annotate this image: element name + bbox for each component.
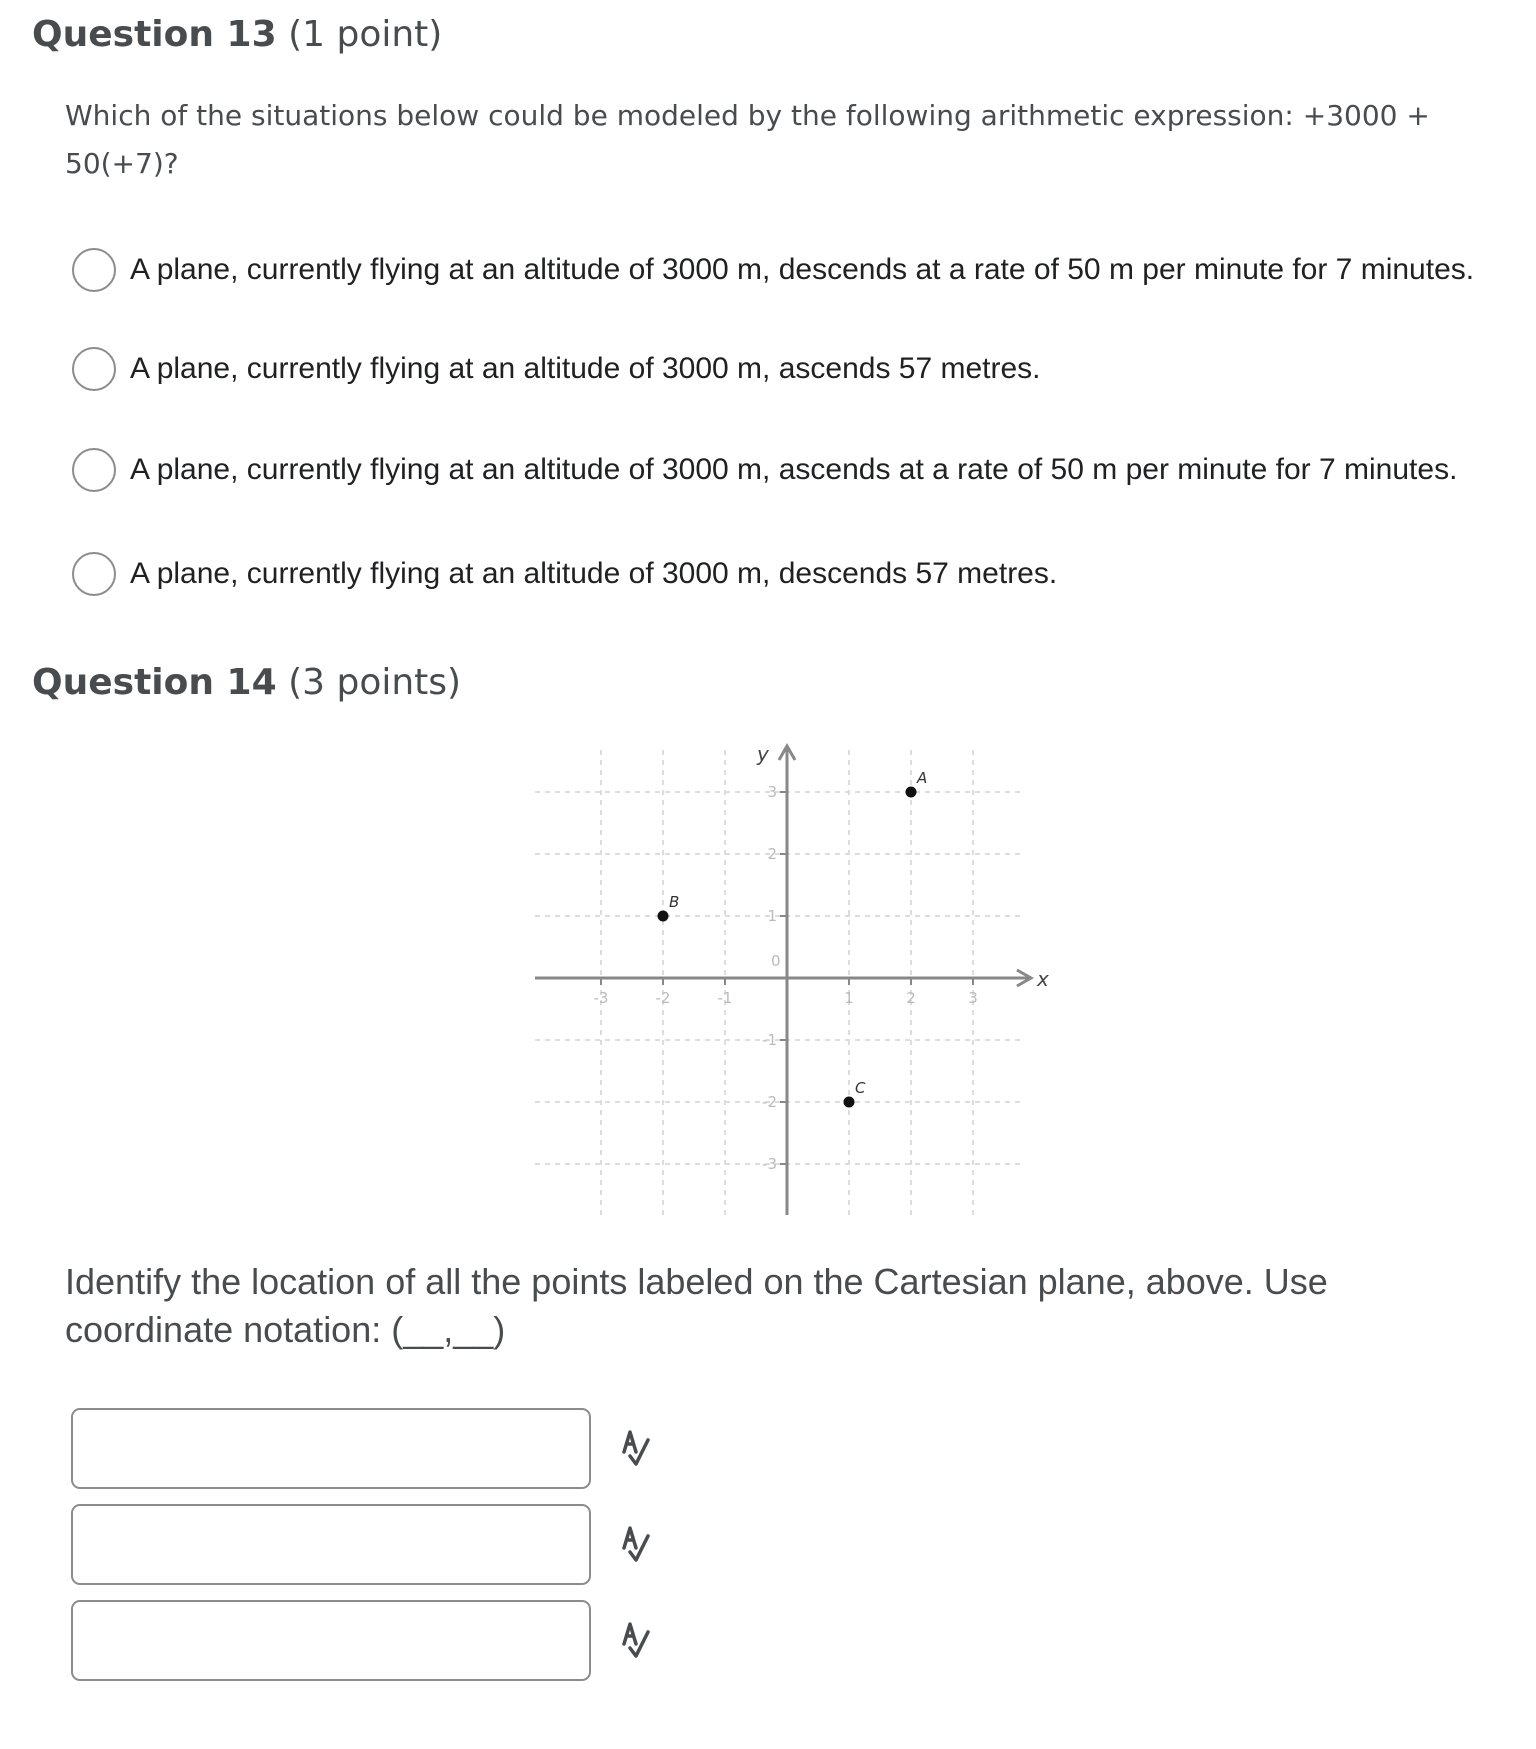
radio-button[interactable] [72, 552, 116, 596]
y-tick-label: 2 [767, 845, 777, 863]
question-14-prompt: Identify the location of all the points labeled on the Cartesian plane, above. Use coordinate notation: (__,__) [65, 1261, 1328, 1350]
y-tick-label: -1 [762, 1031, 777, 1049]
point-label-b: B [669, 893, 680, 911]
question-points: (3 points) [288, 662, 462, 703]
radio-button[interactable] [72, 448, 116, 492]
x-axis-label: x [1037, 967, 1049, 991]
question-14-title [32, 662, 461, 703]
answer-input-2[interactable] [71, 1504, 591, 1585]
option-2[interactable] [72, 347, 1492, 391]
option-3[interactable] [72, 448, 1492, 492]
spellcheck-icon[interactable] [620, 1620, 660, 1664]
y-axis-label: y [757, 742, 769, 766]
x-tick-label: -2 [655, 989, 671, 1007]
point-b [658, 911, 669, 922]
point-label-a: A [917, 769, 928, 787]
radio-button[interactable] [72, 347, 116, 391]
option-label: A plane, currently flying at an altitude of 3000 m, descends at a rate of 50 m per minute for 7 minutes. [130, 253, 1475, 286]
y-tick-label: -2 [762, 1093, 777, 1111]
option-label: A plane, currently flying at an altitude of 3000 m, ascends 57 metres. [130, 352, 1041, 385]
y-tick-label: 3 [767, 783, 777, 801]
spellcheck-icon[interactable] [620, 1524, 660, 1568]
question-number: Question 13 [32, 14, 277, 55]
cartesian-plane [525, 735, 1055, 1225]
question-number: Question 14 [32, 662, 277, 703]
x-tick-label: 1 [844, 989, 854, 1007]
origin-label: 0 [771, 952, 781, 970]
question-points: (1 point) [288, 14, 443, 55]
x-tick-label: -1 [717, 989, 733, 1007]
radio-button[interactable] [72, 248, 116, 292]
option-label: A plane, currently flying at an altitude of 3000 m, descends 57 metres. [130, 557, 1058, 590]
option-label: A plane, currently flying at an altitude of 3000 m, ascends at a rate of 50 m per minute for 7 minutes. [130, 453, 1458, 486]
answer-input-3[interactable] [71, 1600, 591, 1681]
question-13-title [32, 14, 442, 55]
question-13-text: Which of the situations below could be modeled by the following arithmetic expression: +3000 + 50(+7)? [65, 99, 1430, 180]
answer-input-1[interactable] [71, 1408, 591, 1489]
option-1[interactable] [72, 248, 1492, 292]
x-tick-label: 2 [906, 989, 916, 1007]
point-a [906, 787, 917, 798]
option-4[interactable] [72, 552, 1492, 596]
x-tick-label: 3 [968, 989, 978, 1007]
point-label-c: C [855, 1079, 866, 1097]
y-tick-label: -3 [762, 1155, 777, 1173]
spellcheck-icon[interactable] [620, 1428, 660, 1472]
point-c [844, 1097, 855, 1108]
y-tick-label: 1 [767, 907, 777, 925]
x-tick-label: -3 [593, 989, 609, 1007]
